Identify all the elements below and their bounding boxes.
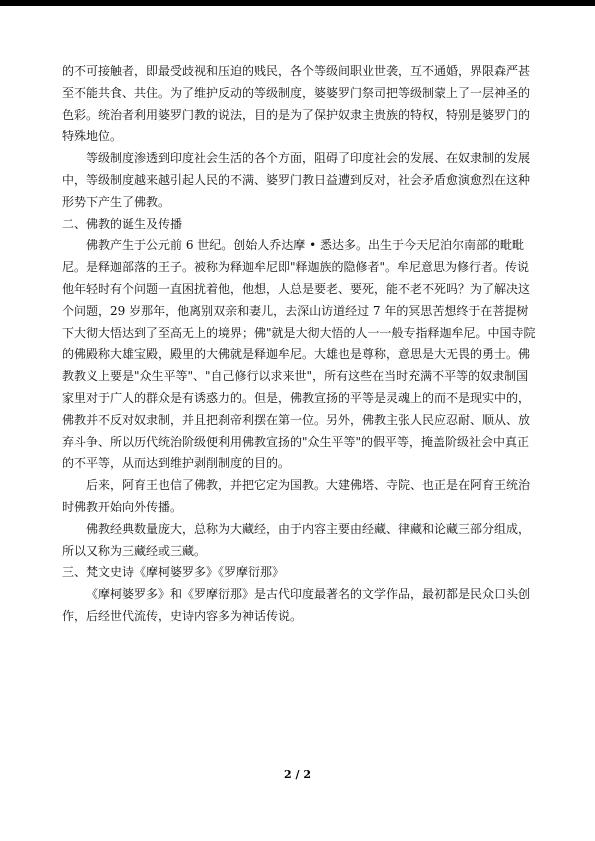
top-rule xyxy=(0,0,595,6)
paragraph-caste-system: 等级制度渗透到印度社会生活的各个方面，阻碍了印度社会的发展、在奴隶制的发展中，等级制度越来越引起人民的不满、婆罗门教日益遭到反对，社会矛盾愈演愈烈在这种形势下产生了佛教。 xyxy=(62,151,531,209)
page-number: 2 / 2 xyxy=(284,768,311,781)
paragraph-ashoka: 后来，阿育王也信了佛教，并把它定为国教。大建佛塔、寺院、也正是在阿育王统治时佛教开始向外传播。 xyxy=(62,478,531,514)
paragraph-epics: 《摩柯婆罗多》和《罗摩衍那》是古代印度最著名的文学作品，最初都是民众口头创作，后经世代流传，史诗内容多为神话传说。 xyxy=(62,587,531,623)
section-heading-epics: 三、梵文史诗《摩柯婆罗多》《罗摩衍那》 xyxy=(62,565,285,580)
paragraph-buddhism-origin: 佛教产生于公元前 6 世纪。创始人乔达摩 • 悉达多。出生于今天尼泊尔南部的毗毗尼。是释迦部落的王子。被称为释迦牟尼即"释迦族的隐修者"。牟尼意思为修行者。传说他年轻时有个问题一直困扰着他，他想，人总是要老、要死，能不老不死吗？为了解决这个问题，29 岁那年，他离别双亲和妻儿，去深山访道经过 7 年的冥思苦想终于在菩提树下大彻大悟达到了至高无上的境界；佛"就是大彻大悟的人一一般专指释迦牟尼。中国寺院的佛殿称大雄宝殿，殿里的大佛就是释迦牟尼。大雄也是尊称，意思是大无畏的勇士。佛教教义上要是"众生平等"、"自己修行以求来世"，所有这些在当时充满不平等的奴隶制国家里对于广人的群众是有诱惑力的。但是，佛教宣扬的平等是灵魂上的而不是现实中的，佛教并不反对奴隶制，并且把刹帝利摆在第一位。另外，佛教主张人民应忍耐、顺从、放弃斗争、所以历代统治阶级便利用佛教宣扬的"众生平等"的假平等，掩盖阶级社会中真正的不平等，从而达到维护剥削制度的目的。 xyxy=(62,238,536,471)
section-heading-buddhism: 二、佛教的诞生及传播 xyxy=(62,216,183,231)
paragraph-scriptures: 佛教经典数量庞大，总称为大藏经，由于内容主要由经藏、律藏和论藏三部分组成，所以又称为三藏经或三藏。 xyxy=(62,521,531,558)
document-body xyxy=(62,61,540,628)
paragraph-continuation: 的不可接触者，即最受歧视和压迫的贱民，各个等级间职业世袭，互不通婚，界限森严甚至不能共食、共住。为了维护反动的等级制度，婆婆罗门祭司把等级制蒙上了一层神圣的色彩。统治者利用婆罗门教的说法，目的是为了保护奴隶主贵族的特权，特别是婆罗门的特殊地位。 xyxy=(62,64,531,144)
